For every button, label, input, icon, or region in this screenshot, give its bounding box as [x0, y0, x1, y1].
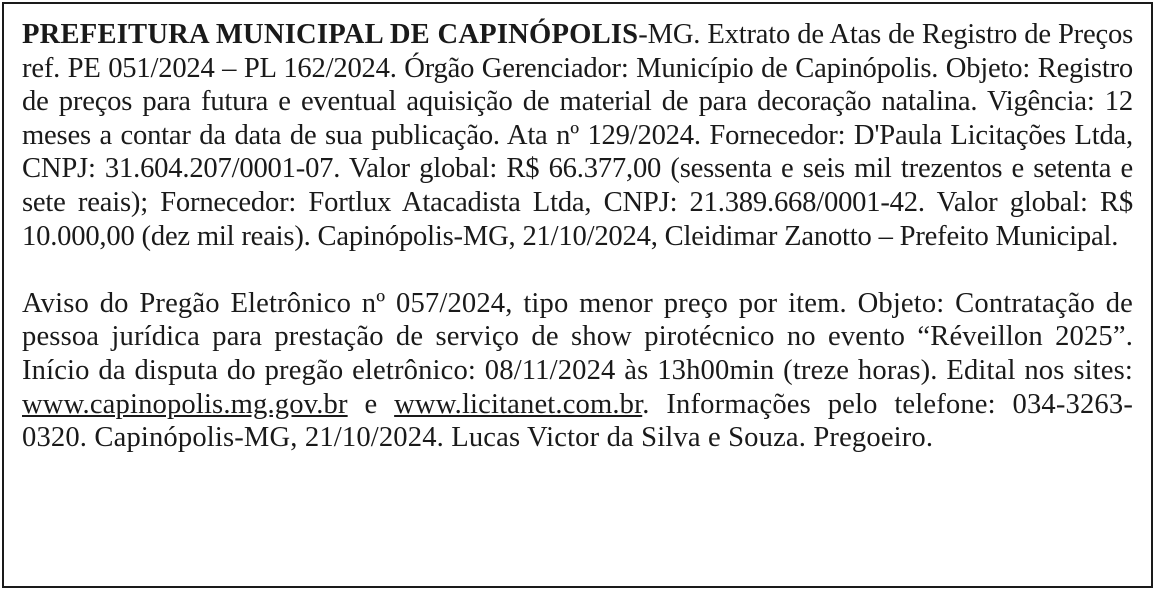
- extrato-body: . Extrato de Atas de Registro de Preços ref. PE 051/2024 – PL 162/2024. Órgão Gerenciador: Município de Capinópolis. Objeto: Registro de preços para futura e eventual aquisição de material de para decoração natalina. Vigência: 12 meses a contar da data de sua publicação. Ata nº 129/2024. Fornecedor: D'Paula Licitações Ltda, CNPJ: 31.604.207/0001-07. Valor global: R$ 66.377,00 (sessenta e seis mil trezentos e setenta e sete reais); Fornecedor: Fortlux Atacadista Ltda, CNPJ: 21.389.668/0001-42. Valor global: R$ 10.000,00 (dez mil reais). Capinópolis-MG, 21/10/2024, Cleidimar Zanotto – Prefeito Municipal.: [22, 19, 1134, 252]
- link-licitanet[interactable]: www.licitanet.com.br: [394, 388, 643, 420]
- aviso-connector: e: [347, 388, 395, 420]
- aviso-paragraph: [22, 287, 1133, 455]
- notice-box: [2, 2, 1153, 588]
- extrato-heading: PREFEITURA MUNICIPAL DE CAPINÓPOLIS: [22, 19, 639, 50]
- extrato-paragraph: [22, 18, 1133, 253]
- extrato-heading-suffix: -MG: [638, 19, 694, 50]
- aviso-text-before-links: Aviso do Pregão Eletrônico nº 057/2024, tipo menor preço por item. Objeto: Contratação de pessoa jurídica para prestação de serviço de show pirotécnico no evento “Réveillon 2025”. Início da disputa do pregão eletrônico: 08/11/2024 às 13h00min (treze horas). Edital nos sites:: [22, 287, 1133, 386]
- link-capinopolis[interactable]: www.capinopolis.mg.gov.br: [22, 388, 348, 420]
- aviso-text-after-links: . Informações pelo telefone: 034-3263-0320. Capinópolis-MG, 21/10/2024. Lucas Victor da Silva e Souza. Pregoeiro.: [22, 388, 1133, 454]
